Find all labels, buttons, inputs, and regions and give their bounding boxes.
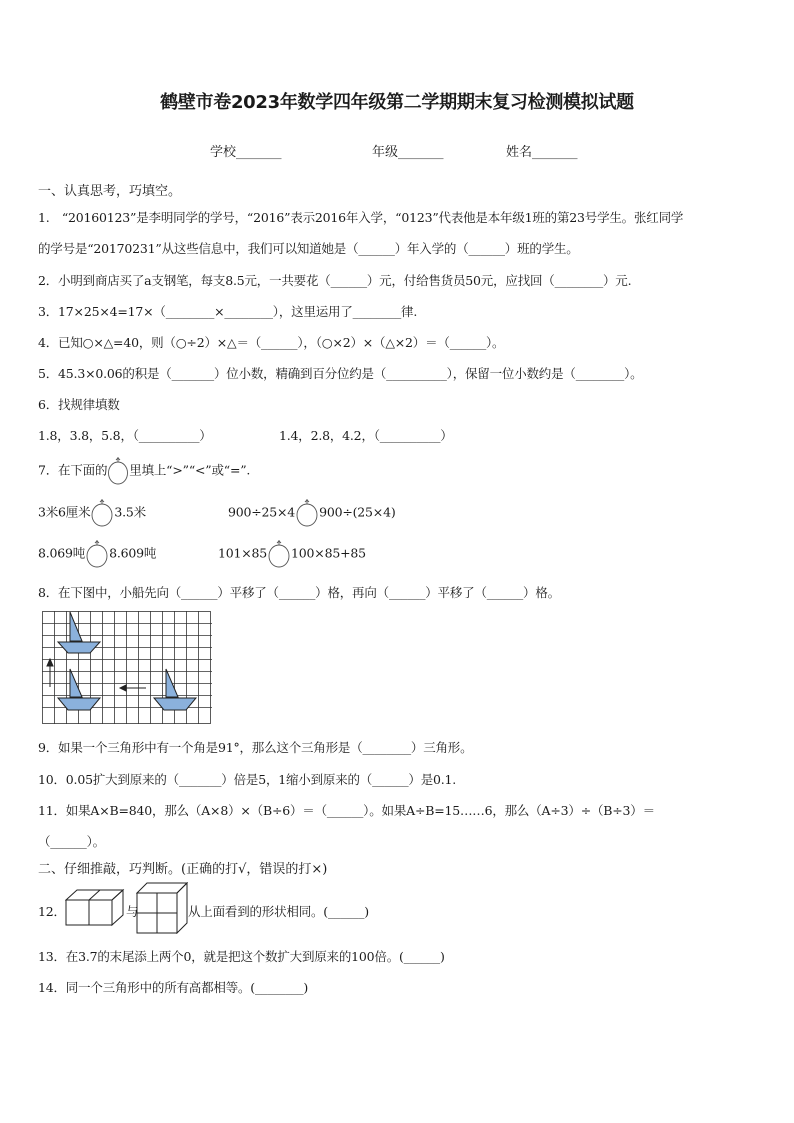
question-7d-right: 100×85+85 [291,545,366,561]
arrow-left-icon [120,685,146,691]
question-11-line-2: （______）。 [38,834,105,849]
question-7c-right: 8.609吨 [109,545,157,561]
compare-circle-input[interactable] [295,498,319,528]
question-7-prefix: 7．在下面的 [38,462,108,478]
question-2: 2．小明到商店买了a支钢笔，每支8.5元，一共要花（______）元，付给售货员50元，应找回（________）元. [38,273,632,288]
question-13: 13．在3.7的末尾添上两个0，就是把这个数扩大到原来的100倍。(______) [38,949,445,964]
compare-circle-icon [107,456,129,486]
page-title: 鹤壁市卷2023年数学四年级第二学期期末复习检测模拟试题 [160,92,634,113]
question-3: 3．17×25×4=17×（________×________），这里运用了________律. [38,304,418,319]
question-7b [228,498,396,528]
question-7b-right: 900÷(25×4) [319,504,396,520]
name-field[interactable]: 姓名_______ [506,145,578,160]
question-1-line-2: 的学号是“20170231”从这些信息中，我们可以知道她是（______）年入学的（______）班的学生。 [38,241,579,256]
question-7 [38,456,250,486]
section-2-heading: 二、仔细推敲，巧判断。(正确的打√，错误的打×) [38,862,328,877]
question-12-middle: 与 [126,904,139,919]
question-7c-left: 8.069吨 [38,545,86,561]
question-6-sequence-a: 1.8，3.8，5.8，（__________） [38,428,212,443]
question-12-number: 12． [38,904,66,919]
compare-circle-input[interactable] [267,539,291,569]
question-7d-left: 101×85 [218,545,268,561]
question-12-suffix: 从上面看到的形状相同。(______) [188,904,369,919]
question-4: 4．已知○×△=40，则（○÷2）×△＝（______），（○×2）×（△×2）＝（______）。 [38,335,505,350]
question-7d [218,539,366,569]
question-5: 5．45.3×0.06的积是（_______）位小数，精确到百分位约是（__________），保留一位小数约是（________）。 [38,366,643,381]
compare-circle-input[interactable] [85,539,109,569]
question-1-line-1: 1. “20160123”是李明同学的学号，“2016”表示2016年入学，“0123”代表他是本年级1班的第23号学生。张红同学 [38,210,684,225]
question-6-sequence-b: 1.4，2.8，4.2，（__________） [279,428,453,443]
question-9: 9．如果一个三角形中有一个角是91°，那么这个三角形是（________）三角形。 [38,740,473,755]
cube-figure-left [65,888,125,928]
section-1-heading: 一、认真思考，巧填空。 [38,184,182,199]
question-8: 8．在下图中，小船先向（______）平移了（______）格，再向（______）平移了（______）格。 [38,585,560,600]
boat-top [58,612,100,653]
cube-figure-right [136,882,188,934]
question-7a [38,498,146,528]
boat-bottom-right [154,669,196,710]
compare-circle-input[interactable] [90,498,114,528]
question-7b-left: 900÷25×4 [228,504,296,520]
question-11-line-1: 11．如果A×B=840，那么（A×8）×（B÷6）＝（______）。如果A÷B=15……6，那么（A÷3）÷（B÷3）＝ [38,803,655,818]
arrow-up-icon [47,659,53,687]
question-7-suffix: 里填上“>”“<”或“=”. [129,462,251,478]
question-6: 6．找规律填数 [38,397,120,412]
boat-bottom-left [58,669,100,710]
school-field[interactable]: 学校_______ [210,145,282,160]
grade-field[interactable]: 年级_______ [372,145,444,160]
question-7a-right: 3.5米 [114,504,146,520]
question-7a-left: 3米6厘米 [38,504,91,520]
question-10: 10．0.05扩大到原来的（_______）倍是5，1缩小到原来的（______）是0.1. [38,772,457,787]
question-14: 14．同一个三角形中的所有高都相等。(________) [38,980,309,995]
boat-translation-grid [42,611,212,724]
question-7c [38,539,156,569]
